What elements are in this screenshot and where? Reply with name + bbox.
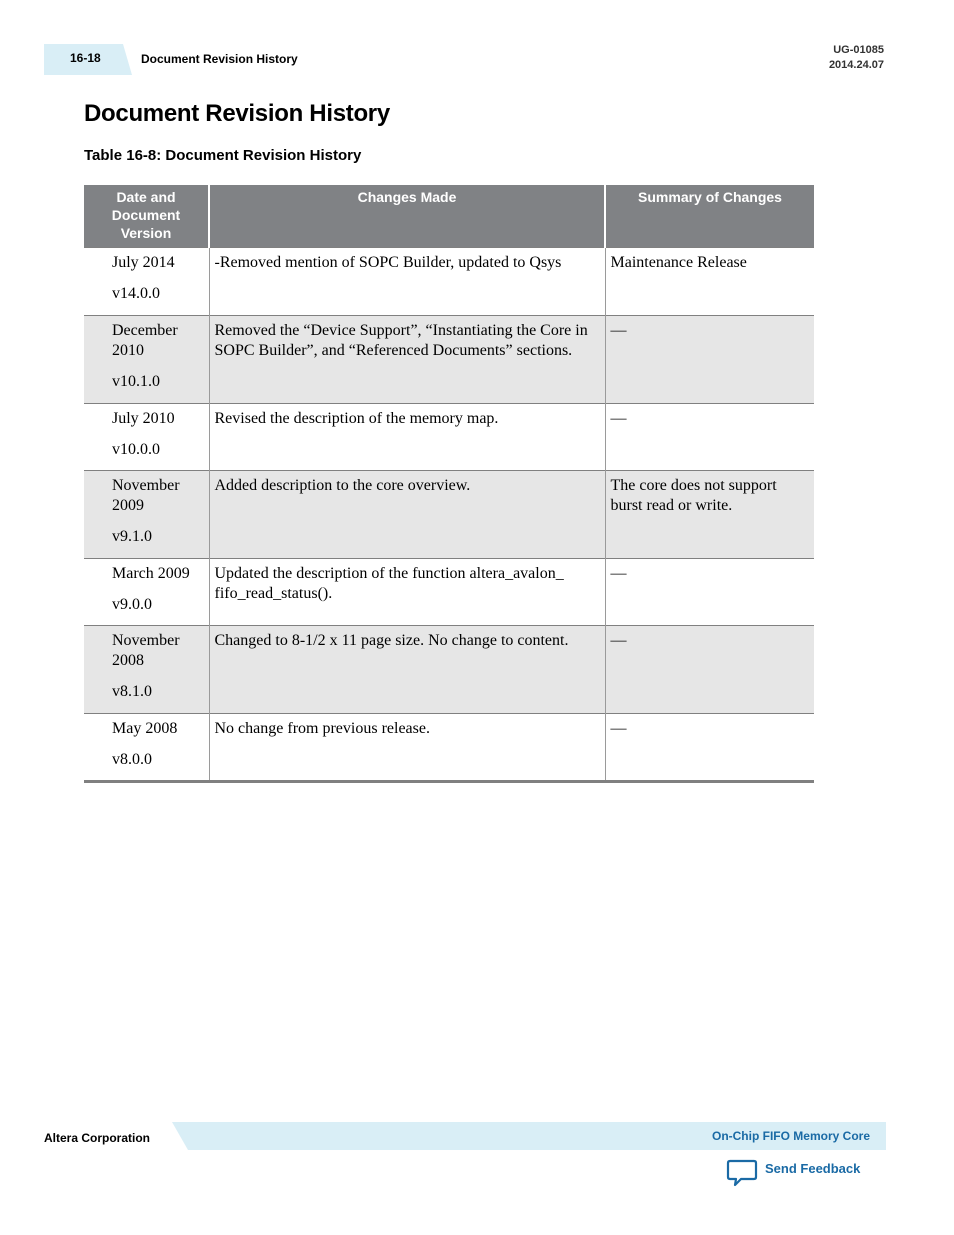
- revision-date: November 2008: [112, 631, 180, 669]
- date-version-cell: [84, 625, 209, 713]
- column-header-summary: Summary of Changes: [605, 185, 814, 247]
- table-row: [84, 713, 814, 781]
- revision-date: July 2010: [112, 409, 175, 427]
- date-version-cell: [84, 315, 209, 403]
- summary-cell: —: [605, 403, 814, 470]
- summary-cell: The core does not support burst read or write.: [605, 470, 814, 558]
- date-version-cell: [84, 470, 209, 558]
- revision-date: December 2010: [112, 321, 178, 359]
- table-row: [84, 315, 814, 403]
- summary-cell: Maintenance Release: [605, 247, 814, 315]
- table-header-row: [84, 185, 814, 247]
- revision-date: July 2014: [112, 253, 175, 271]
- revision-date: November 2009: [112, 476, 180, 514]
- revision-version: v14.0.0: [112, 284, 160, 302]
- changes-cell: Removed the “Device Support”, “Instantiating the Core in SOPC Builder”, and “Referenced Documents” sections.: [209, 315, 605, 403]
- changes-cell: Revised the description of the memory map.: [209, 403, 605, 470]
- table-row: [84, 247, 814, 315]
- summary-cell: —: [605, 315, 814, 403]
- footer-product-name[interactable]: On-Chip FIFO Memory Core: [711, 1129, 870, 1143]
- date-version-cell: [84, 403, 209, 470]
- date-version-cell: [84, 713, 209, 781]
- revision-version: v8.0.0: [112, 750, 152, 768]
- page-number: 16-18: [70, 51, 101, 65]
- date-version-cell: [84, 558, 209, 625]
- changes-cell: -Removed mention of SOPC Builder, updated to Qsys: [209, 247, 605, 315]
- table-row: [84, 403, 814, 470]
- send-feedback-label: Send Feedback: [765, 1161, 861, 1176]
- changes-cell: Updated the description of the function altera_avalon_ fifo_read_status().: [209, 558, 605, 625]
- date-version-cell: [84, 247, 209, 315]
- table-caption: Table 16-8: Document Revision History: [84, 147, 362, 164]
- revision-version: v10.0.0: [112, 440, 160, 458]
- page-title: Document Revision History: [84, 100, 390, 127]
- table-row: [84, 558, 814, 625]
- changes-cell: Changed to 8-1/2 x 11 page size. No change to content.: [209, 625, 605, 713]
- summary-cell: —: [605, 558, 814, 625]
- header-section-title: Document Revision History: [141, 52, 298, 66]
- revision-history-table: [84, 185, 814, 783]
- document-date: 2014.24.07: [828, 59, 884, 71]
- revision-version: v8.1.0: [112, 682, 152, 700]
- changes-cell: No change from previous release.: [209, 713, 605, 781]
- speech-bubble-icon: [726, 1158, 758, 1188]
- column-header-date-version: Date and Document Version: [84, 185, 209, 247]
- revision-version: v9.0.0: [112, 595, 152, 613]
- document-id-block: [829, 43, 884, 73]
- document-id: UG-01085: [833, 44, 884, 56]
- summary-cell: —: [605, 713, 814, 781]
- revision-date: March 2009: [112, 564, 190, 582]
- revision-version: v10.1.0: [112, 372, 160, 390]
- revision-date: May 2008: [112, 719, 178, 737]
- revision-version: v9.1.0: [112, 527, 152, 545]
- footer-company: Altera Corporation: [44, 1131, 151, 1145]
- table-row: [84, 625, 814, 713]
- send-feedback-link[interactable]: [726, 1158, 860, 1188]
- column-header-changes: Changes Made: [209, 185, 605, 247]
- changes-cell: Added description to the core overview.: [209, 470, 605, 558]
- table-row: [84, 470, 814, 558]
- summary-cell: —: [605, 625, 814, 713]
